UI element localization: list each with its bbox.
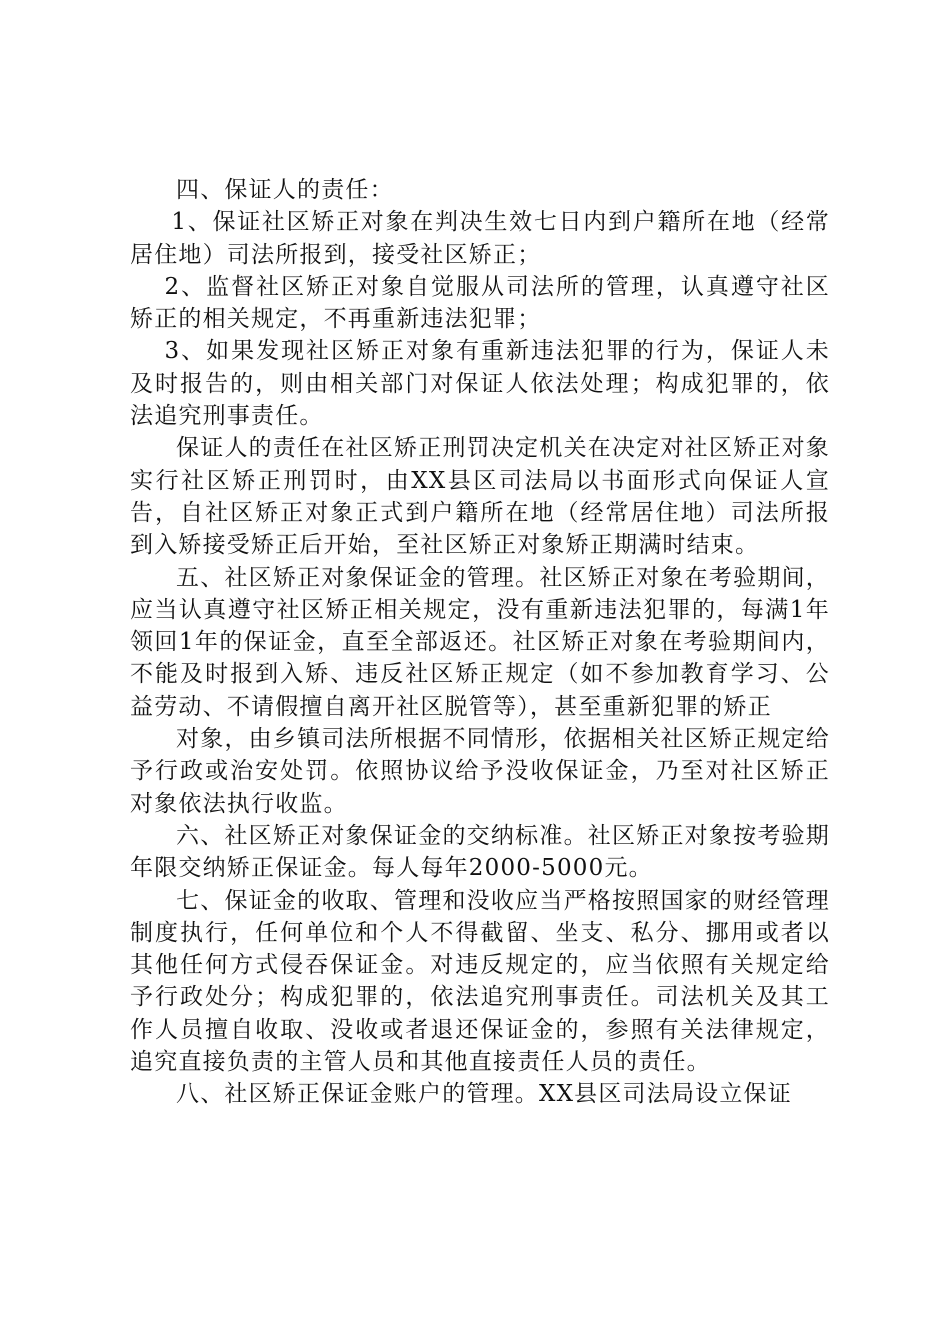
- paragraph-duty-period: 保证人的责任在社区矫正刑罚决定机关在决定对社区矫正对象实行社区矫正刑罚时，由XX县区司法局以书面形式向保证人宣告，自社区矫正对象正式到户籍所在地（经常居住地）司法所报到入矫接受矫正后开始，至社区矫正对象矫正期满时结束。: [130, 435, 830, 559]
- paragraph-section-8: 八、社区矫正保证金账户的管理。XX县区司法局设立保证: [176, 1081, 792, 1108]
- paragraph-duty-1: 1、保证社区矫正对象在判决生效七日内到户籍所在地（经常居住地）司法所报到，接受社区矫正；: [130, 209, 830, 268]
- paragraph-section-5: 五、社区矫正对象保证金的管理。社区矫正对象在考验期间，应当认真遵守社区矫正相关规定，没有重新违法犯罪的，每满1年领回1年的保证金，直至全部返还。社区矫正对象在考验期间内，不能及时报到入矫、违反社区矫正规定（如不参加教育学习、公益劳动、不请假擅自离开社区脱管等），甚至重新犯罪的矫正: [130, 564, 830, 720]
- paragraph-section-7: 七、保证金的收取、管理和没收应当严格按照国家的财经管理制度执行，任何单位和个人不得截留、坐支、私分、挪用或者以其他任何方式侵吞保证金。对违反规定的，应当依照有关规定给予行政处分；构成犯罪的，依法追究刑事责任。司法机关及其工作人员擅自收取、没收或者退还保证金的，参照有关法律规定，追究直接负责的主管人员和其他直接责任人员的责任。: [130, 887, 830, 1076]
- paragraph-duty-2: 2、监督社区矫正对象自觉服从司法所的管理，认真遵守社区矫正的相关规定，不再重新违法犯罪；: [130, 273, 830, 333]
- paragraph-section-5-continued: 对象，由乡镇司法所根据不同情形，依据相关社区矫正规定给予行政或治安处罚。依照协议给予没收保证金，乃至对社区矫正对象依法执行收监。: [130, 726, 830, 817]
- document-body: [130, 174, 830, 1111]
- paragraph-duty-3: 3、如果发现社区矫正对象有重新违法犯罪的行为，保证人未及时报告的，则由相关部门对保证人依法处理；构成犯罪的，依法追究刑事责任。: [130, 338, 830, 430]
- section-heading-guarantor-duties: 四、保证人的责任：: [176, 177, 394, 203]
- paragraph-section-6: 六、社区矫正对象保证金的交纳标准。社区矫正对象按考验期年限交纳矫正保证金。每人每年2000-5000元。: [130, 822, 830, 882]
